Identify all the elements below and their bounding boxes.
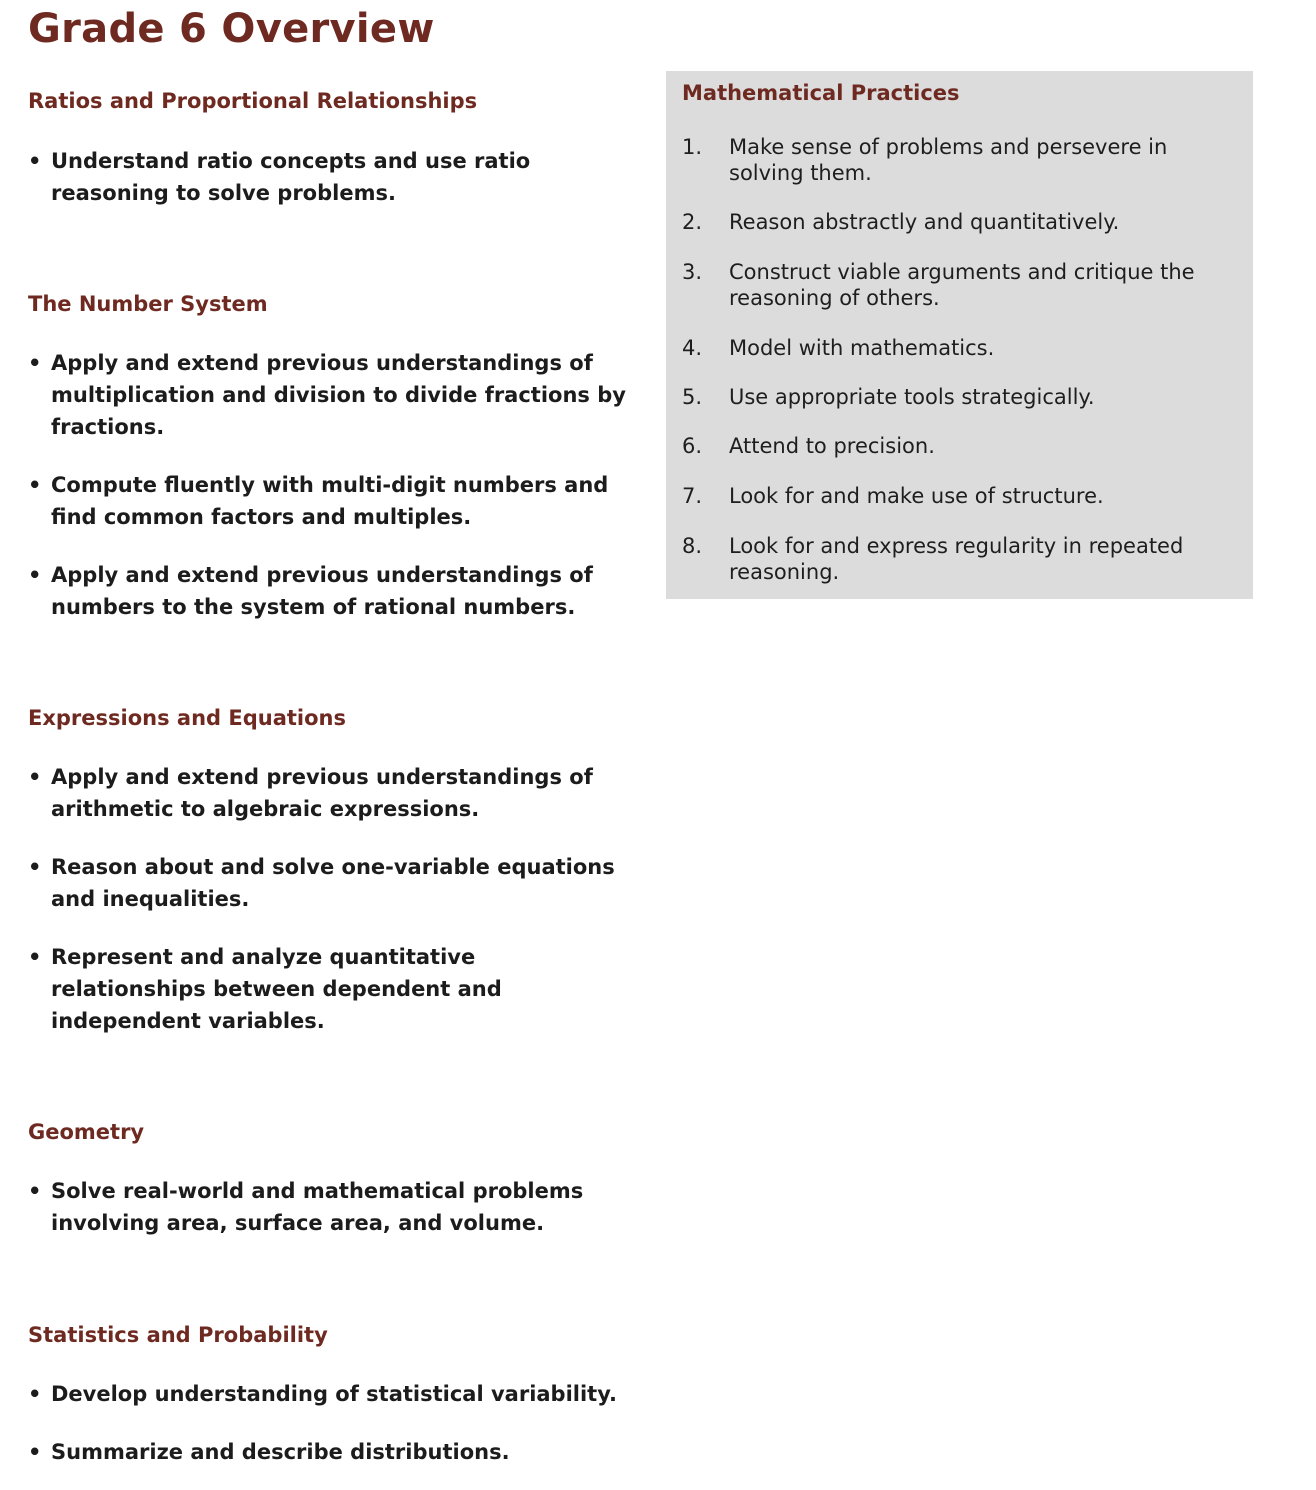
cluster-text: Develop understanding of statistical variability. bbox=[51, 1382, 617, 1406]
cluster-item bbox=[28, 761, 628, 825]
practice-item bbox=[682, 134, 1242, 186]
practice-item bbox=[682, 433, 1242, 459]
practice-number: 4. bbox=[682, 336, 703, 360]
cluster-text: Understand ratio concepts and use ratio reasoning to solve problems. bbox=[51, 149, 531, 205]
bullet-icon: • bbox=[28, 1440, 42, 1464]
practice-number: 8. bbox=[682, 534, 703, 558]
domain-heading-ratios: Ratios and Proportional Relationships bbox=[28, 89, 478, 113]
cluster-text: Summarize and describe distributions. bbox=[51, 1440, 510, 1464]
cluster-text: Compute fluently with multi-digit numbers and find common factors and multiples. bbox=[51, 473, 609, 529]
domain-heading-statistics-probability: Statistics and Probability bbox=[28, 1323, 328, 1347]
practice-text: Construct viable arguments and critique the reasoning of others. bbox=[729, 260, 1195, 310]
practice-item bbox=[682, 483, 1242, 509]
cluster-item bbox=[28, 851, 628, 915]
practice-text: Look for and make use of structure. bbox=[729, 484, 1104, 508]
practice-item bbox=[682, 335, 1242, 361]
cluster-item bbox=[28, 145, 628, 209]
practice-item bbox=[682, 533, 1242, 585]
cluster-item bbox=[28, 469, 628, 533]
bullet-icon: • bbox=[28, 563, 42, 587]
cluster-text: Solve real-world and mathematical problems involving area, surface area, and volume. bbox=[51, 1179, 584, 1235]
practices-title: Mathematical Practices bbox=[682, 81, 960, 105]
domain-heading-number-system: The Number System bbox=[28, 292, 268, 316]
practice-number: 7. bbox=[682, 484, 703, 508]
bullet-icon: • bbox=[28, 1179, 42, 1203]
practice-text: Make sense of problems and persevere in solving them. bbox=[729, 135, 1168, 185]
domain-heading-expressions-equations: Expressions and Equations bbox=[28, 706, 346, 730]
cluster-text: Apply and extend previous understandings of numbers to the system of rational numbers. bbox=[51, 563, 593, 619]
practice-number: 3. bbox=[682, 260, 703, 284]
practice-text: Look for and express regularity in repeated reasoning. bbox=[729, 534, 1184, 584]
mathematical-practices-panel bbox=[666, 71, 1253, 599]
practice-text: Model with mathematics. bbox=[729, 336, 995, 360]
cluster-text: Apply and extend previous understandings of arithmetic to algebraic expressions. bbox=[51, 765, 593, 821]
cluster-text: Apply and extend previous understandings of multiplication and division to divide fractions by fractions. bbox=[51, 351, 626, 439]
practice-text: Attend to precision. bbox=[729, 434, 935, 458]
cluster-item bbox=[28, 1175, 628, 1239]
cluster-item bbox=[28, 941, 628, 1037]
page-title: Grade 6 Overview bbox=[28, 6, 435, 52]
cluster-text: Reason about and solve one-variable equations and inequalities. bbox=[51, 855, 615, 911]
cluster-item bbox=[28, 347, 628, 443]
practice-item bbox=[682, 384, 1242, 410]
cluster-item bbox=[28, 559, 628, 623]
practice-number: 2. bbox=[682, 210, 703, 234]
bullet-icon: • bbox=[28, 473, 42, 497]
bullet-icon: • bbox=[28, 945, 42, 969]
bullet-icon: • bbox=[28, 149, 42, 173]
cluster-item bbox=[28, 1378, 628, 1410]
practice-item bbox=[682, 209, 1242, 235]
practice-text: Reason abstractly and quantitatively. bbox=[729, 210, 1120, 234]
practice-item bbox=[682, 259, 1242, 311]
domain-heading-geometry: Geometry bbox=[28, 1120, 145, 1144]
bullet-icon: • bbox=[28, 1382, 42, 1406]
bullet-icon: • bbox=[28, 855, 42, 879]
practice-number: 6. bbox=[682, 434, 703, 458]
bullet-icon: • bbox=[28, 351, 42, 375]
cluster-item bbox=[28, 1436, 628, 1468]
practice-text: Use appropriate tools strategically. bbox=[729, 385, 1095, 409]
cluster-text: Represent and analyze quantitative relationships between dependent and independent variables. bbox=[51, 945, 502, 1033]
practice-number: 1. bbox=[682, 135, 703, 159]
practice-number: 5. bbox=[682, 385, 703, 409]
bullet-icon: • bbox=[28, 765, 42, 789]
